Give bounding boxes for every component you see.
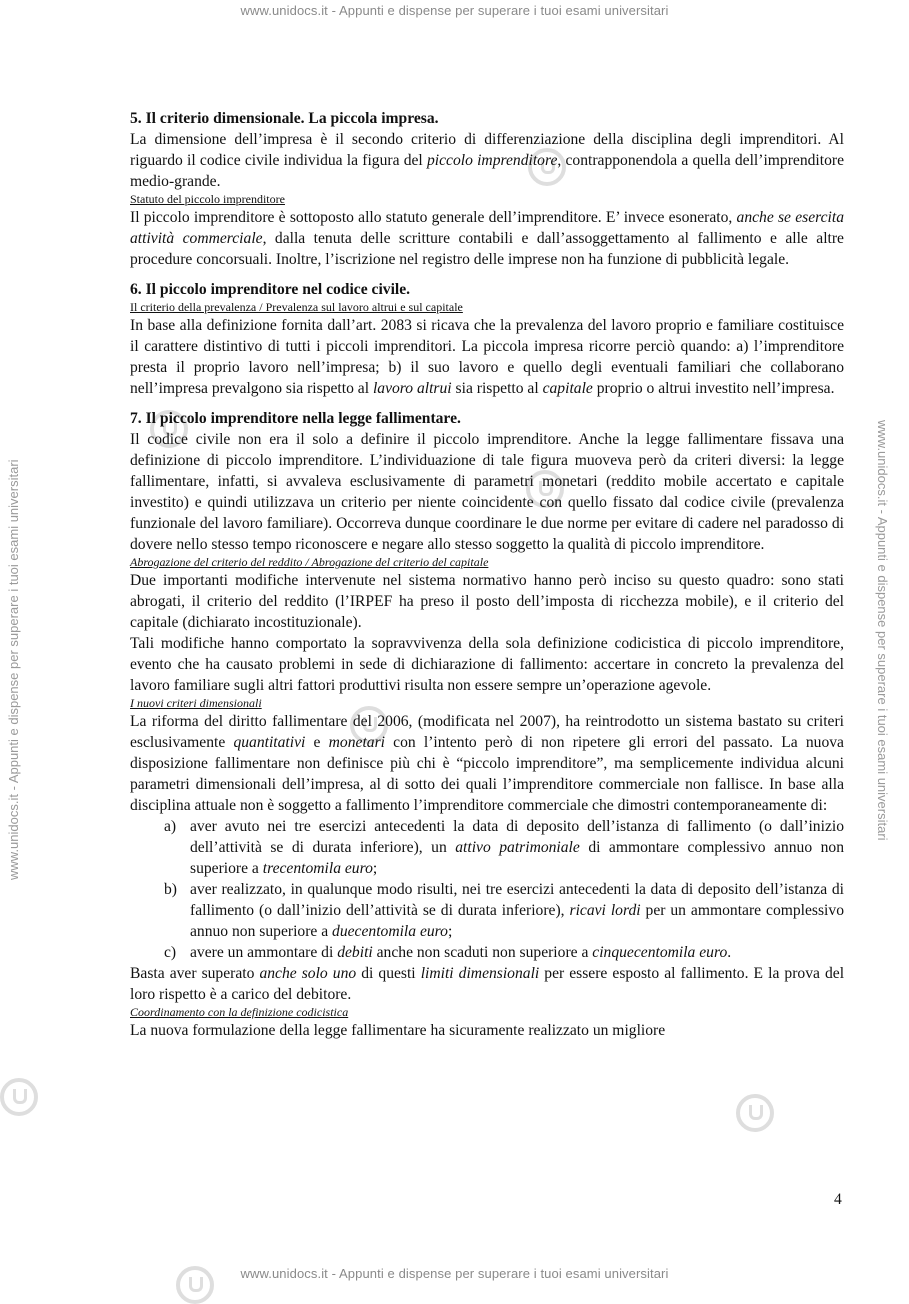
text-run: proprio o altrui investito nell’impresa. <box>592 380 835 397</box>
italic-text: debiti <box>337 944 373 961</box>
italic-text: piccolo imprenditore <box>426 152 558 169</box>
watermark-header: www.unidocs.it - Appunti e dispense per superare i tuoi esami universitari <box>240 3 669 18</box>
italic-text: anche solo uno <box>259 965 357 982</box>
text-run: di questi <box>356 965 421 982</box>
text-run: avere un ammontare di <box>190 944 338 961</box>
italic-text: lavoro altrui <box>372 380 452 397</box>
subheading-statuto: Statuto del piccolo imprenditore <box>130 192 285 206</box>
italic-text: limiti dimensionali <box>420 965 540 982</box>
document-body <box>130 108 844 1041</box>
text-run: aver avuto nei tre esercizi antecedenti la data di deposito dell’istanza di fallimento (o dall’inizio dell’attività se di durata inferiore), un <box>190 818 844 856</box>
unidocs-logo-icon <box>0 1078 38 1116</box>
list-marker: c) <box>164 944 177 961</box>
text-run: In base alla definizione fornita dall’art. 2083 si ricava che la prevalenza del lavoro proprio e familiare costituisce il carattere distintivo di tutti i piccoli imprenditori. La piccola impresa ricorre perciò quando: a) l’imprenditore presta il proprio lavoro nell’impresa; b) il suo lavoro e quello degli eventuali familiari che collaborano nell’impresa prevalgono sia rispetto al <box>130 317 844 397</box>
text-run: per essere esposto al fallimento. E la prova del loro rispetto è a carico del debitore. <box>130 965 845 1003</box>
section-7-paragraph-6: La nuova formulazione della legge fallimentare ha sicuramente realizzato un migliore <box>130 1022 666 1039</box>
section-5-paragraph-2 <box>130 207 844 270</box>
section-7-paragraph-2: Due importanti modifiche intervenute nel sistema normativo hanno però inciso su questo quadro: sono stati abrogati, il criterio del reddito (l’IRPEF ha preso il posto dell’imposta di ricchezza mobile), e il criterio del capitale (dichiarato incostituzionale). <box>130 572 844 631</box>
criteria-list <box>130 816 844 963</box>
list-marker: b) <box>164 881 177 898</box>
text-run: ; <box>447 923 453 940</box>
text-run: aver realizzato, in qualunque modo risulti, nei tre esercizi antecedenti la data di deposito dell’istanza di fallimento (o dall’inizio dell’attività se di durata inferiore), <box>190 881 844 919</box>
italic-text: capitale <box>542 380 593 397</box>
text-run: con l’intento però di non ripetere gli errori del passato. La nuova disposizione fallimentare non definisce più chi è “piccolo imprenditore”, ma semplicemente individua alcuni parametri dimensionali dell’impresa, al di sotto dei quali l’imprenditore commerciale non fallisce. In base alla disciplina attuale non è soggetto a fallimento l’imprenditore commerciale che dimostri contemporaneamente di: <box>130 734 844 814</box>
text-run: , dalla tenuta delle scritture contabili e dall’assoggettamento al fallimento e alle altre procedure concorsuali. Inoltre, l’iscrizione nel registro delle imprese non ha funzione di pubblicità legale. <box>130 230 844 268</box>
italic-text: trecentomila euro <box>262 860 373 877</box>
list-item <box>130 942 844 963</box>
text-run: di ammontare complessivo annuo non superiore a <box>190 839 844 877</box>
text-run: e <box>305 734 329 751</box>
italic-text: cinquecentomila euro <box>592 944 728 961</box>
section-7-paragraph-1: Il codice civile non era il solo a definire il piccolo imprenditore. Anche la legge fallimentare fissava una definizione di piccolo imprenditore. L’individuazione di tale figura muoveva però da criteri diversi: la legge fallimentare, infatti, si avvaleva esclusivamente di parametri monetari (reddito mobile accertato e capitale investito) e quindi utilizzava un criterio per niente coincidente con quello fissato dal codice civile (prevalenza funzionale del lavoro familiare). Occorreva dunque coordinare le due norme per evitare di cadere nel paradosso di dovere nello stesso tempo riconoscere e negare allo stesso soggetto la qualità di piccolo imprenditore. <box>130 431 844 553</box>
section-7-paragraph-4 <box>130 711 844 816</box>
section-7-heading: 7. Il piccolo imprenditore nella legge fallimentare. <box>130 410 461 427</box>
subheading-abrogazione: Abrogazione del criterio del reddito / Abrogazione del criterio del capitale <box>130 555 489 569</box>
text-run: , contrapponendola a quella dell’imprenditore medio-grande. <box>130 152 844 190</box>
unidocs-logo-icon <box>176 1266 214 1304</box>
section-7-paragraph-3: Tali modifiche hanno comportato la sopravvivenza della sola definizione codicistica di piccolo imprenditore, evento che ha causato problemi in sede di dichiarazione di fallimento: accertare in concreto la prevalenza del lavoro familiare sugli altri fattori produttivi risulta non essere sempre un’operazione agevole. <box>130 635 844 694</box>
watermark-side-left: www.unidocs.it - Appunti e dispense per superare i tuoi esami universitari <box>6 459 21 880</box>
text-run: anche non scaduti non superiore a <box>372 944 593 961</box>
italic-text: anche se esercita attività commerciale <box>130 209 844 247</box>
text-run: La dimensione dell’impresa è il secondo criterio di differenziazione della disciplina degli imprenditori. Al riguardo il codice civile individua la figura del <box>130 131 844 169</box>
text-run: La riforma del diritto fallimentare del 2006, (modificata nel 2007), ha reintrodotto un sistema bastato su criteri esclusivamente <box>130 713 844 751</box>
subheading-coordinamento: Coordinamento con la definizione codicistica <box>130 1005 349 1019</box>
text-run: sia rispetto al <box>451 380 543 397</box>
section-6-heading: 6. Il piccolo imprenditore nel codice civile. <box>130 281 411 298</box>
watermark-side-right: www.unidocs.it - Appunti e dispense per superare i tuoi esami universitari <box>875 420 890 841</box>
italic-text: quantitativi <box>233 734 306 751</box>
section-6-paragraph-1 <box>130 315 844 399</box>
subheading-criterio-prevalenza: Il criterio della prevalenza / Prevalenza sul lavoro altrui e sul capitale <box>130 300 463 314</box>
section-5-paragraph-1 <box>130 129 844 192</box>
list-item <box>130 816 844 879</box>
text-run: . <box>727 944 732 961</box>
italic-text: ricavi lordi <box>569 902 641 919</box>
section-7-paragraph-5 <box>130 963 844 1005</box>
page-number: 4 <box>834 1191 842 1208</box>
text-run: Il piccolo imprenditore è sottoposto allo statuto generale dell’imprenditore. E’ invece esonerato, <box>130 209 737 226</box>
italic-text: duecentomila euro <box>332 923 448 940</box>
text-run: Basta aver superato <box>130 965 260 982</box>
watermark-footer: www.unidocs.it - Appunti e dispense per superare i tuoi esami universitari <box>240 1266 669 1281</box>
section-5-heading: 5. Il criterio dimensionale. La piccola impresa. <box>130 110 439 127</box>
italic-text: attivo patrimoniale <box>455 839 580 856</box>
unidocs-logo-icon <box>736 1094 774 1132</box>
text-run: per un ammontare complessivo annuo non superiore a <box>190 902 844 940</box>
text-run: ; <box>372 860 378 877</box>
list-marker: a) <box>164 818 177 835</box>
list-item <box>130 879 844 942</box>
subheading-nuovi-criteri: I nuovi criteri dimensionali <box>130 696 262 710</box>
italic-text: monetari <box>328 734 385 751</box>
